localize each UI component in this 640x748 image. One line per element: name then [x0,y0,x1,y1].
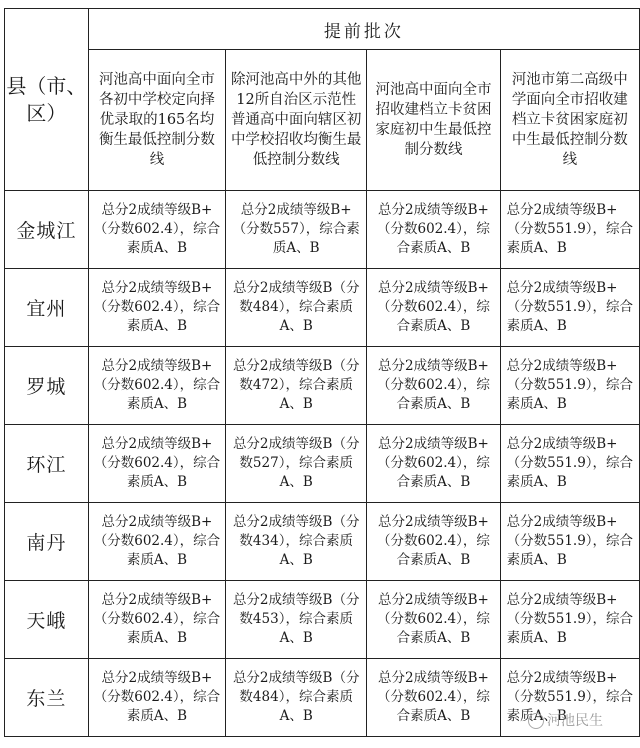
score-cell-c4: 总分2成绩等级B+（分数551.9），综合素质A、B [500,269,639,347]
score-cell-c3: 总分2成绩等级B+（分数602.4），综合素质A、B [367,659,500,737]
county-name: 金城江 [5,191,89,269]
score-cell-c2: 总分2成绩等级B（分数484），综合素质A、B [226,269,367,347]
score-cell-c1: 总分2成绩等级B+（分数602.4），综合素质A、B [88,503,225,581]
county-name: 东兰 [5,659,89,737]
county-name: 环江 [5,425,89,503]
column-header-1: 河池高中面向全市各初中学校定向择优录取的165名均衡生最低控制分数线 [88,50,225,191]
column-header-row [5,50,640,191]
score-cell-c4: 总分2成绩等级B+（分数551.9），综合素质A、B [500,425,639,503]
score-cell-c2: 总分2成绩等级B（分数527），综合素质A、B [226,425,367,503]
score-cell-c3: 总分2成绩等级B+（分数602.4），综合素质A、B [367,581,500,659]
county-name: 罗城 [5,347,89,425]
batch-header: 提前批次 [88,9,639,50]
cropped-title-strip [0,0,640,8]
county-column-header: 县（市、区） [5,9,89,191]
score-cell-c3: 总分2成绩等级B+（分数602.4），综合素质A、B [367,425,500,503]
score-cell-c4: 总分2成绩等级B+（分数551.9），综合素质A、B [500,347,639,425]
score-cell-c3: 总分2成绩等级B+（分数602.4），综合素质A、B [367,191,500,269]
column-header-4: 河池市第二高级中学面向全市招收建档立卡贫困家庭初中生最低控制分数线 [500,50,639,191]
score-cell-c2: 总分2成绩等级B（分数453），综合素质A、B [226,581,367,659]
county-name: 南丹 [5,503,89,581]
score-cell-c1: 总分2成绩等级B+（分数602.4），综合素质A、B [88,191,225,269]
score-cell-c1: 总分2成绩等级B+（分数602.4），综合素质A、B [88,581,225,659]
score-cell-c4: 总分2成绩等级B+（分数551.9），综合素质A、B [500,191,639,269]
score-cell-c1: 总分2成绩等级B+（分数602.4），综合素质A、B [88,347,225,425]
score-table [4,8,640,737]
score-cell-c1: 总分2成绩等级B+（分数602.4），综合素质A、B [88,425,225,503]
batch-header-row [5,9,640,50]
watermark-logo-icon [528,713,544,729]
score-cell-c3: 总分2成绩等级B+（分数602.4），综合素质A、B [367,269,500,347]
score-cell-c2: 总分2成绩等级B（分数472），综合素质A、B [226,347,367,425]
score-cell-c3: 总分2成绩等级B+（分数602.4），综合素质A、B [367,503,500,581]
county-name: 天峨 [5,581,89,659]
score-cell-c1: 总分2成绩等级B+（分数602.4），综合素质A、B [88,269,225,347]
watermark-text: 河池民生 [547,713,603,729]
county-name: 宜州 [5,269,89,347]
score-cell-c2: 总分2成绩等级B（分数434），综合素质A、B [226,503,367,581]
table-row [5,269,640,347]
table-row [5,191,640,269]
score-cell-c4: 总分2成绩等级B+（分数551.9），综合素质A、B [500,503,639,581]
column-header-3: 河池高中面向全市招收建档立卡贫困家庭初中生最低控制分数线 [367,50,500,191]
score-cell-c2: 总分2成绩等级B+（分数557），综合素质A、B [226,191,367,269]
score-cell-c4: 总分2成绩等级B+（分数551.9），综合素质A、B [500,581,639,659]
table-row [5,503,640,581]
column-header-2: 除河池高中外的其他12所自治区示范性普通高中面向辖区初中学校招收均衡生最低控制分数线 [226,50,367,191]
table-row [5,581,640,659]
score-cell-c2: 总分2成绩等级B（分数484），综合素质A、B [226,659,367,737]
watermark [528,710,603,730]
table-row [5,347,640,425]
score-cell-c3: 总分2成绩等级B+（分数602.4），综合素质A、B [367,347,500,425]
table-row [5,425,640,503]
score-cell-c4: 总分2成绩等级B+（分数551.9），综合素质A、B [500,659,639,737]
score-cell-c1: 总分2成绩等级B+（分数602.4），综合素质A、B [88,659,225,737]
